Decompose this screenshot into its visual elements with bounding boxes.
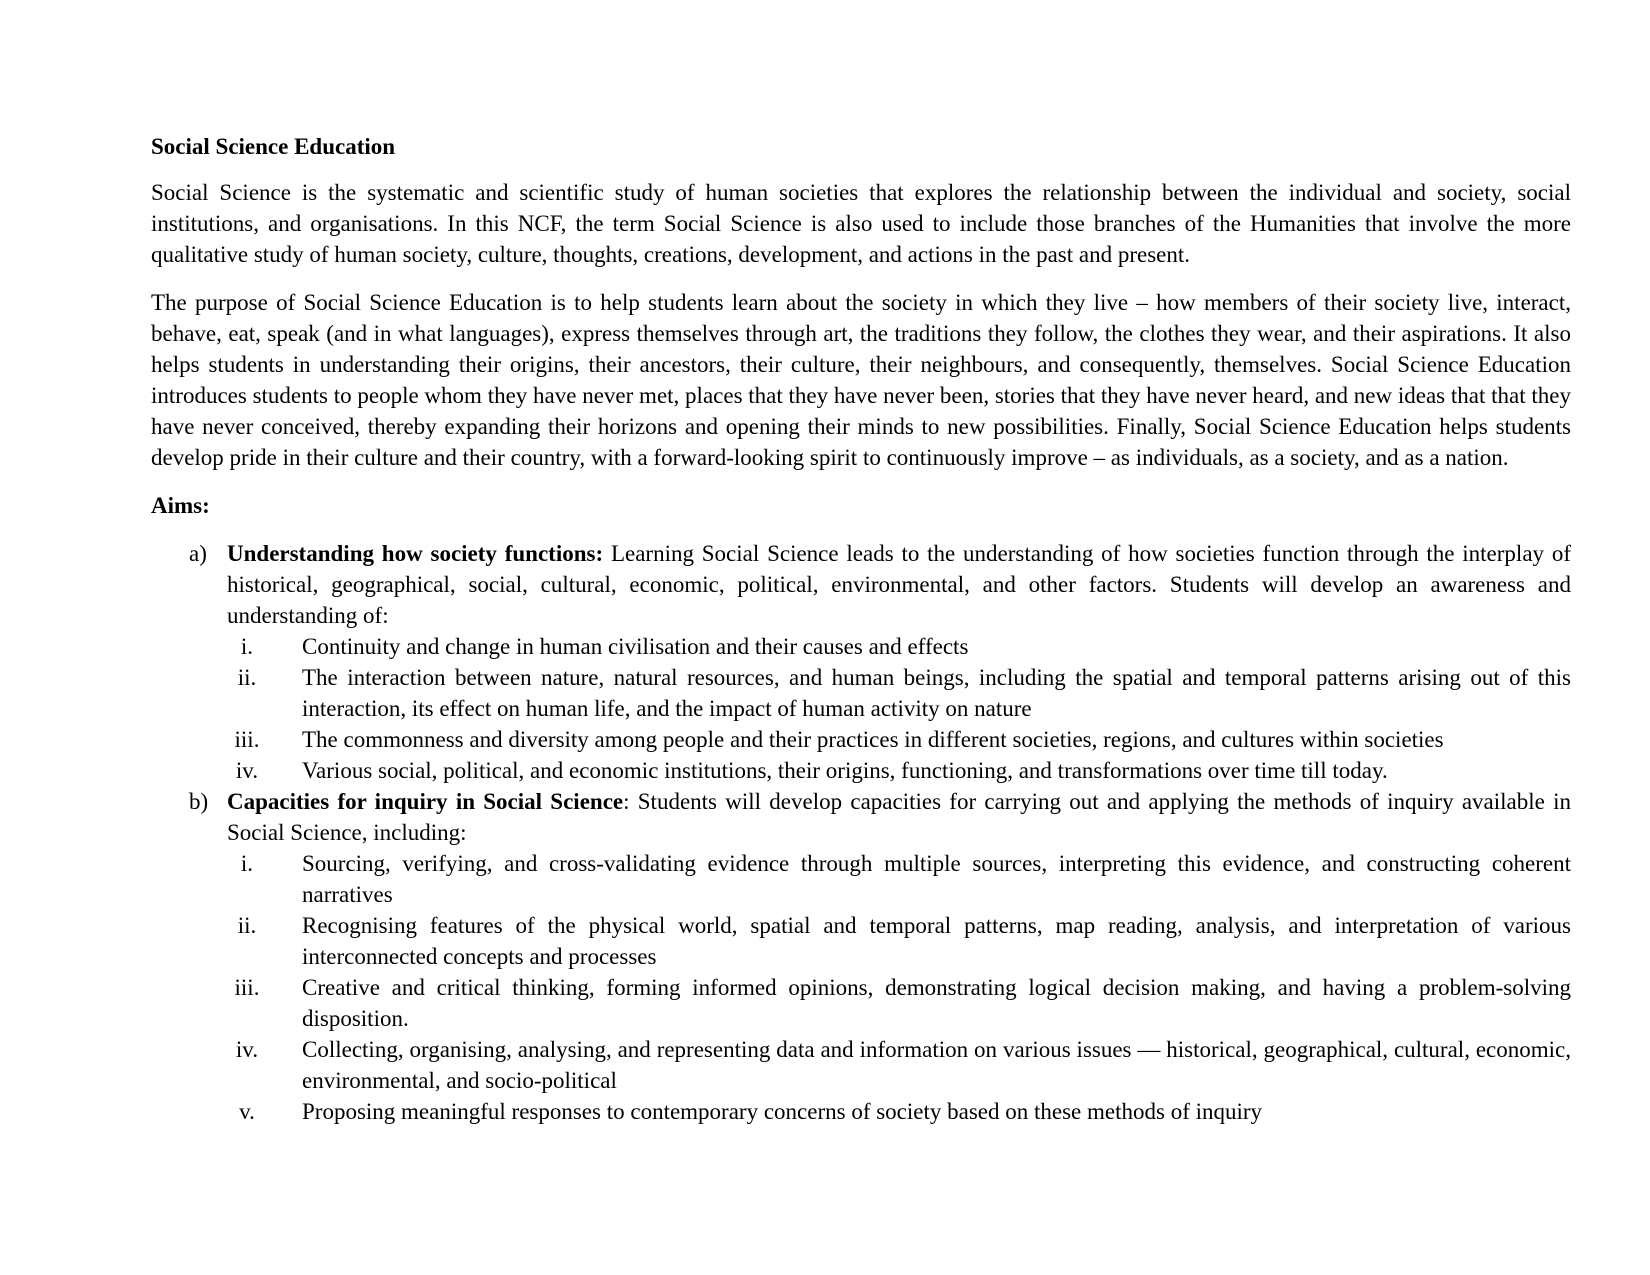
sublist-text: Recognising features of the physical world, spatial and temporal patterns, map reading, analysis, and interpretation of various interconnected concepts and processes: [302, 913, 1571, 969]
sublist-item: [151, 755, 1571, 786]
purpose-paragraph: The purpose of Social Science Education is to help students learn about the society in which they live – how members of their society live, interact, behave, eat, speak (and in what languages), express themselves through art, the traditions they follow, the clothes they wear, and their aspirations. It also helps students in understanding their origins, their ancestors, their culture, their neighbours, and consequently, themselves. Social Science Education introduces students to people whom they have never met, places that they have never been, stories that they have never heard, and new ideas that that they have never conceived, thereby expanding their horizons and opening their minds to new possibilities. Finally, Social Science Education helps students develop pride in their culture and their country, with a forward-looking spirit to continuously improve – as individuals, as a society, and as a nation.: [151, 290, 1571, 470]
document-page: [151, 131, 1571, 1127]
sublist-item: [151, 724, 1571, 755]
sublist-item: [151, 1096, 1571, 1127]
aims-list: [151, 538, 1571, 1127]
sublist-item: [151, 1034, 1571, 1096]
sublist-marker: iii.: [234, 727, 260, 752]
sublist-item: [151, 910, 1571, 972]
sublist-item: [151, 972, 1571, 1034]
sublist-marker: i.: [240, 851, 254, 876]
aim-sublist: [151, 631, 1571, 786]
aim-item: [151, 786, 1571, 848]
aim-title: Understanding how society functions:: [227, 541, 604, 566]
sublist-marker: i.: [240, 634, 254, 659]
sublist-item: [151, 662, 1571, 724]
sublist-text: Creative and critical thinking, forming informed opinions, demonstrating logical decision making, and having a problem-solving disposition.: [302, 975, 1571, 1031]
aim-item: [151, 538, 1571, 631]
aim-marker: b): [189, 789, 209, 814]
aim-title: Capacities for inquiry in Social Science: [227, 789, 624, 814]
sublist-text: Various social, political, and economic institutions, their origins, functioning, and transformations over time till today.: [302, 758, 1388, 783]
sublist-marker: ii.: [237, 665, 257, 690]
sublist-marker: ii.: [237, 913, 257, 938]
sublist-text: The commonness and diversity among people and their practices in different societies, regions, and cultures within societies: [302, 727, 1444, 752]
sublist-marker: iv.: [235, 1037, 259, 1062]
aim-marker: a): [189, 541, 207, 566]
aim-text: Learning Social Science leads to the understanding of how societies function through the interplay of historical, geographical, social, cultural, economic, political, environmental, and other factors. Students will develop an awareness and understanding of:: [227, 541, 1571, 628]
sublist-item: [151, 631, 1571, 662]
aims-heading: Aims:: [151, 493, 210, 518]
sublist-marker: iv.: [235, 758, 259, 783]
sublist-marker: iii.: [234, 975, 260, 1000]
sublist-text: Proposing meaningful responses to contemporary concerns of society based on these methods of inquiry: [302, 1099, 1263, 1124]
sublist-text: The interaction between nature, natural resources, and human beings, including the spatial and temporal patterns arising out of this interaction, its effect on human life, and the impact of human activity on nature: [302, 665, 1571, 721]
aim-text: : Students will develop capacities for carrying out and applying the methods of inquiry available in Social Science, including:: [227, 789, 1571, 845]
sublist-text: Sourcing, verifying, and cross-validating evidence through multiple sources, interpreting this evidence, and constructing coherent narratives: [302, 851, 1571, 907]
sublist-marker: v.: [239, 1099, 255, 1124]
aim-sublist: [151, 848, 1571, 1127]
sublist-text: Collecting, organising, analysing, and representing data and information on various issues — historical, geographical, cultural, economic, environmental, and socio-political: [302, 1037, 1571, 1093]
document-title: Social Science Education: [151, 134, 396, 159]
sublist-text: Continuity and change in human civilisation and their causes and effects: [302, 634, 969, 659]
intro-paragraph: Social Science is the systematic and scientific study of human societies that explores the relationship between the individual and society, social institutions, and organisations. In this NCF, the term Social Science is also used to include those branches of the Humanities that involve the more qualitative study of human society, culture, thoughts, creations, development, and actions in the past and present.: [151, 180, 1571, 267]
sublist-item: [151, 848, 1571, 910]
